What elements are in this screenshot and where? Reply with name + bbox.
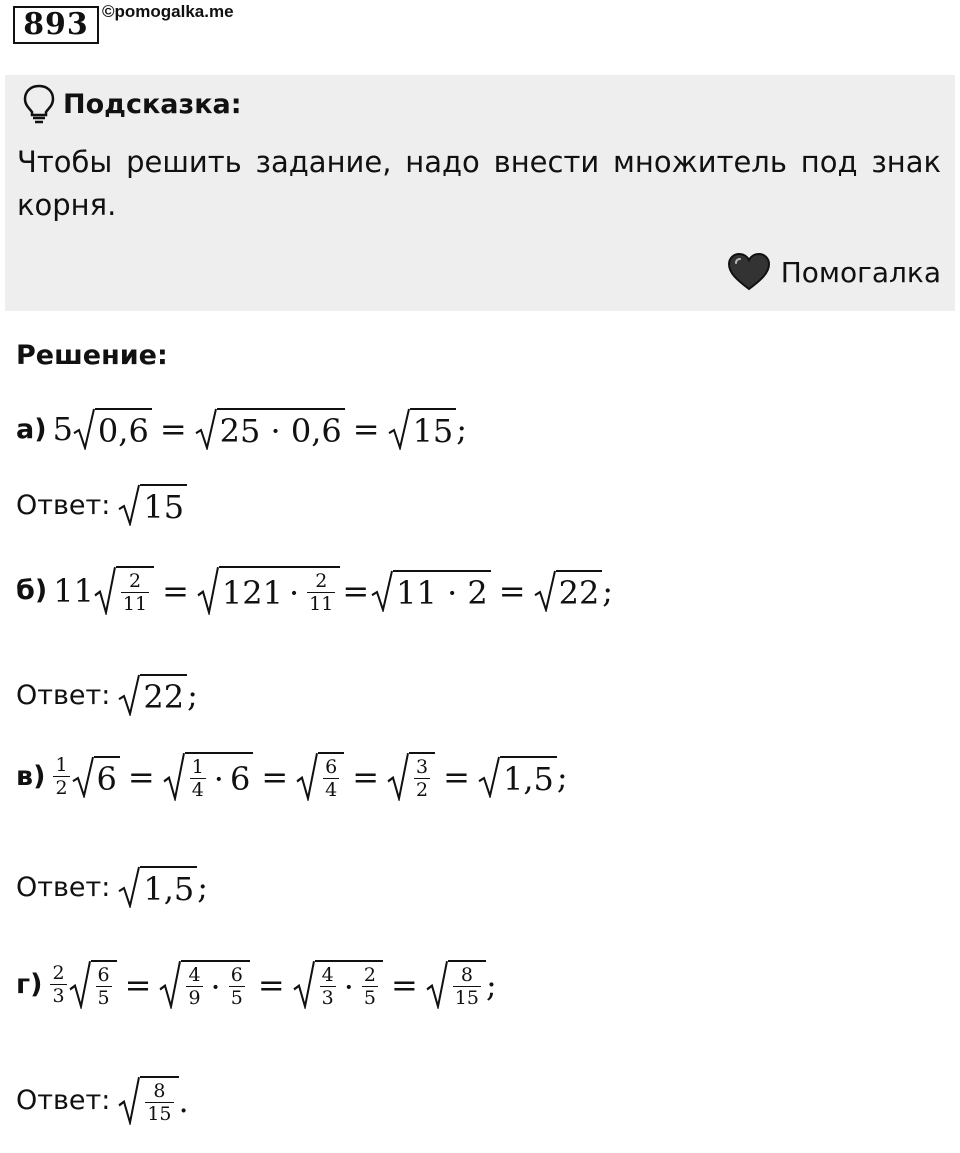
fraction: $\frac{2}{11}$ — [122, 570, 148, 615]
solution-title: Решение: — [16, 340, 168, 371]
punctuation: . — [178, 1081, 189, 1120]
equals-sign: = — [159, 410, 187, 448]
sqrt: $\frac{4}{9}$ · $\frac{6}{5}$ — [159, 960, 249, 1009]
coefficient: 5 — [52, 410, 73, 448]
sqrt — [534, 570, 603, 612]
equals-sign: = — [342, 571, 370, 610]
sqrt — [371, 570, 491, 612]
fraction: $\frac{2}{5}$ — [363, 964, 376, 1009]
answer-label: Ответ: — [16, 871, 111, 903]
radicand: 11 · 2 — [393, 570, 491, 612]
answer-a — [16, 484, 187, 526]
sqrt — [118, 484, 187, 526]
fraction: $\frac{4}{3}$ — [321, 964, 334, 1009]
punctuation: ; — [187, 676, 198, 714]
fraction: $\frac{6}{5}$ — [97, 964, 110, 1009]
fraction: $\frac{3}{2}$ — [416, 756, 429, 801]
punctuation: ; — [602, 571, 614, 610]
equals-sign: = — [124, 965, 152, 1004]
punctuation: ; — [456, 410, 468, 448]
sqrt — [118, 674, 187, 716]
equals-sign: = — [127, 757, 155, 796]
lightbulb-icon — [22, 84, 56, 124]
radicand: 1,5 — [500, 756, 557, 798]
answer-label: Ответ: — [16, 1085, 111, 1116]
sqrt — [94, 566, 154, 615]
hint-text: Чтобы решить задание, надо внести множитель под знак корня. — [17, 145, 941, 222]
brand — [727, 253, 941, 291]
radicand: 15 — [140, 484, 187, 526]
part-label-b: б) — [16, 575, 48, 606]
equals-sign: = — [352, 757, 380, 796]
solution-a — [16, 408, 467, 450]
answer-b — [16, 674, 198, 716]
equals-sign: = — [257, 965, 285, 1004]
sqrt — [426, 960, 486, 1009]
part-label-g: г) — [16, 969, 43, 1000]
coefficient: 11 — [53, 571, 94, 610]
brand-name: Помогалка — [780, 255, 941, 289]
fraction: $\frac{1}{2}$ — [55, 754, 68, 799]
sqrt: $\frac{4}{3}$ · $\frac{2}{5}$ — [293, 960, 383, 1009]
equals-sign: = — [390, 965, 418, 1004]
answer-value-b — [118, 674, 198, 716]
radicand: 0,6 — [95, 408, 152, 450]
fraction: $\frac{8}{15}$ — [147, 1080, 172, 1125]
sqrt — [118, 866, 197, 908]
answer-g — [16, 1076, 189, 1125]
equation-a — [53, 408, 468, 450]
fraction: $\frac{8}{15}$ — [454, 964, 479, 1009]
task-number: 893 — [13, 6, 99, 44]
solution-g — [16, 960, 497, 1009]
equals-sign: = — [261, 757, 289, 796]
fraction: $\frac{2}{11}$ — [309, 570, 334, 615]
equals-sign: = — [162, 571, 189, 610]
equals-sign: = — [498, 571, 526, 610]
sqrt: 121 · $\frac{2}{11}$ — [197, 566, 340, 615]
punctuation: ; — [197, 868, 209, 906]
answer-value-a — [118, 484, 187, 526]
answer-label: Ответ: — [16, 489, 111, 521]
sqrt: $\frac{1}{4}$ · 6 — [163, 752, 254, 801]
fraction: $\frac{6}{5}$ — [230, 964, 243, 1009]
equals-sign: = — [352, 410, 380, 448]
part-label-a: а) — [16, 413, 47, 445]
radicand: 1,5 — [140, 866, 197, 908]
equals-sign: = — [443, 757, 470, 796]
radicand: 22 — [556, 570, 603, 612]
sqrt — [195, 408, 345, 450]
part-label-v: в) — [16, 761, 46, 792]
equation-b — [53, 566, 613, 615]
sqrt — [118, 1076, 178, 1125]
punctuation: ; — [485, 965, 497, 1004]
heart-icon — [727, 253, 771, 291]
answer-value-v — [118, 866, 208, 908]
equation-g — [48, 960, 496, 1009]
fraction: $\frac{2}{3}$ — [52, 962, 65, 1007]
sqrt — [296, 752, 344, 801]
sqrt — [73, 408, 152, 450]
sqrt — [478, 756, 557, 798]
site-watermark: ©pomogalka.me — [102, 2, 234, 21]
sqrt — [387, 752, 435, 801]
equation-v — [51, 752, 567, 801]
sqrt — [388, 408, 457, 450]
answer-v — [16, 866, 208, 908]
radicand: 25 · 0,6 — [217, 408, 345, 450]
sqrt — [72, 756, 120, 798]
fraction: $\frac{6}{4}$ — [325, 756, 338, 801]
hint-box — [5, 75, 955, 311]
hint-title: Подсказка: — [63, 89, 242, 120]
fraction: $\frac{1}{4}$ — [191, 756, 204, 801]
sqrt — [69, 960, 117, 1009]
solution-b — [16, 566, 613, 615]
answer-value-g — [118, 1076, 188, 1125]
answer-label: Ответ: — [16, 679, 111, 711]
radicand: 6 — [94, 756, 120, 798]
radicand: 22 — [140, 674, 187, 716]
radicand: 15 — [410, 408, 457, 450]
punctuation: ; — [556, 757, 568, 796]
fraction: $\frac{4}{9}$ — [188, 964, 201, 1009]
solution-v — [16, 752, 568, 801]
